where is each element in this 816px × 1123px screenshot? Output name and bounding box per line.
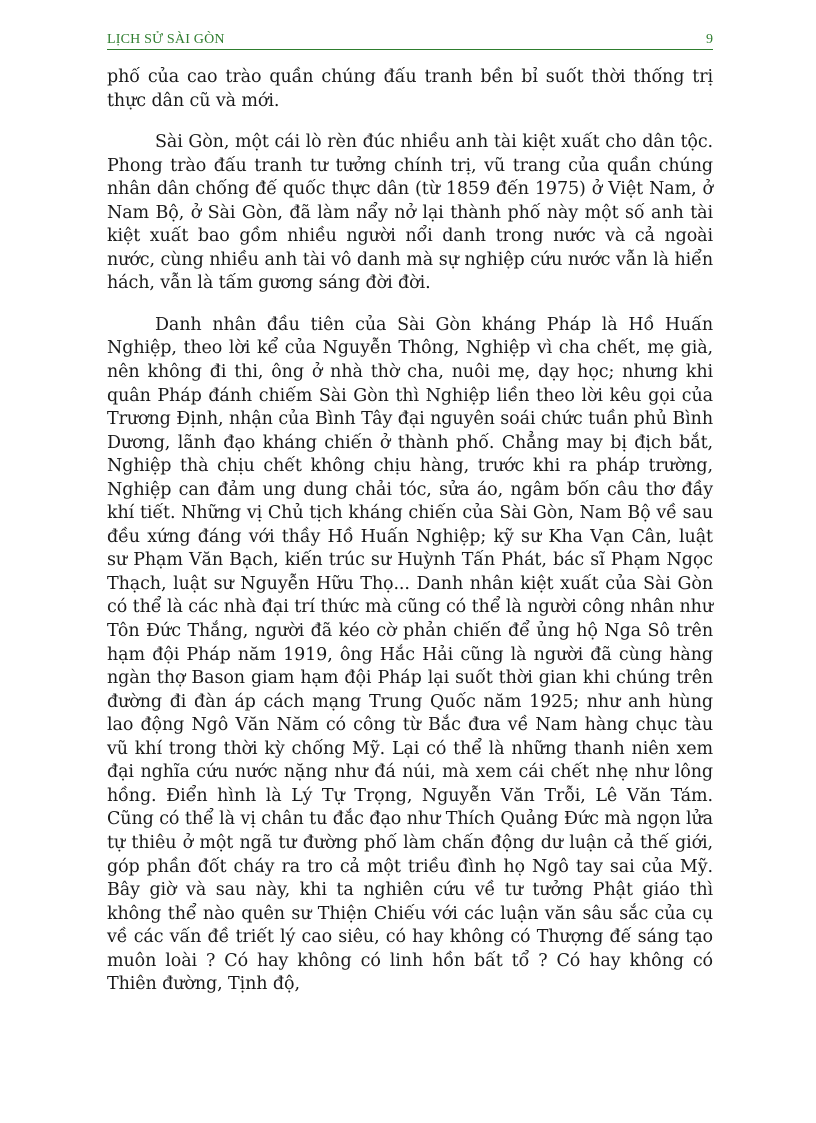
book-title: LỊCH SỬ SÀI GÒN <box>107 32 225 47</box>
paragraph-notable-figures: Danh nhân đầu tiên của Sài Gòn kháng Pháp là Hồ Huấn Nghiệp, theo lời kể của Nguyễn Thông, Nghiệp vì cha chết, mẹ già, nên không đi thi, ông ở nhà thờ cha, nuôi mẹ, dạy học; nhưng khi quân Pháp đánh chiếm Sài Gòn thì Nghiệp liền theo lời kêu gọi của Trương Định, nhận của Bình Tây đại nguyên soái chức tuần phủ Bình Dương, lãnh đạo kháng chiến ở thành phố. Chẳng may bị địch bắt, Nghiệp thà chịu chết không chịu hàng, trước khi ra pháp trường, Nghiệp can đảm ung dung chải tóc, sửa áo, ngâm bốn câu thơ đầy khí tiết. Những vị Chủ tịch kháng chiến của Sài Gòn, Nam Bộ về sau đều xứng đáng với thầy Hồ Huấn Nghiệp; kỹ sư Kha Vạn Cân, luật sư Phạm Văn Bạch, kiến trúc sư Huỳnh Tấn Phát, bác sĩ Phạm Ngọc Thạch, luật sư Nguyễn Hữu Thọ... Danh nhân kiệt xuất của Sài Gòn có thể là các nhà đại trí thức mà cũng có thể là người công nhân như Tôn Đức Thắng, người đã kéo cờ phản chiến để ủng hộ Nga Sô trên hạm đội Pháp năm 1919, ông Hắc Hải cũng là người đã cùng hàng ngàn thợ Bason giam hạm đội Pháp lại suốt thời gian khi chúng trên đường đi đàn áp cách mạng Trung Quốc năm 1925; như anh hùng lao động Ngô Văn Năm có công từ Bắc đưa về Nam hàng chục tàu vũ khí trong thời kỳ chống Mỹ. Lại có thể là những thanh niên xem đại nghĩa cứu nước nặng như đá núi, mà xem cái chết nhẹ như lông hồng. Điển hình là Lý Tự Trọng, Nguyễn Văn Trỗi, Lê Văn Tám. Cũng có thể là vị chân tu đắc đạo như Thích Quảng Đức mà ngọn lửa tự thiêu ở một ngã tư đường phố làm chấn động dư luận cả thế giới, góp phần đốt cháy ra tro cả một triều đình họ Ngô tay sai của Mỹ. Bây giờ và sau này, khi ta nghiên cứu về tư tưởng Phật giáo thì không thể nào quên sư Thiện Chiếu với các luận văn sâu sắc của cụ về các vấn đề triết lý cao siêu, có hay không có Thượng đế sáng tạo muôn loài ? Có hay không có linh hồn bất tổ ? Có hay không có Thiên đường, Tịnh độ, <box>107 314 713 995</box>
running-header <box>107 31 713 50</box>
body-text <box>107 66 713 1015</box>
page-number: 9 <box>706 32 713 47</box>
paragraph-saigon-forge: Sài Gòn, một cái lò rèn đúc nhiều anh tài kiệt xuất cho dân tộc. Phong trào đấu tranh tư tưởng chính trị, vũ trang của quần chúng nhân dân chống đế quốc thực dân (từ 1859 đến 1975) ở Việt Nam, ở Nam Bộ, ở Sài Gòn, đã làm nẩy nở lại thành phố này một số anh tài kiệt xuất bao gồm nhiều người nổi danh trong nước và cả ngoài nước, cùng nhiều anh tài vô danh mà sự nghiệp cứu nước vẫn là hiển hách, vẫn là tấm gương sáng đời đời. <box>107 132 713 294</box>
paragraph-continuation: phố của cao trào quần chúng đấu tranh bền bỉ suốt thời thống trị thực dân cũ và mới. <box>107 67 713 111</box>
